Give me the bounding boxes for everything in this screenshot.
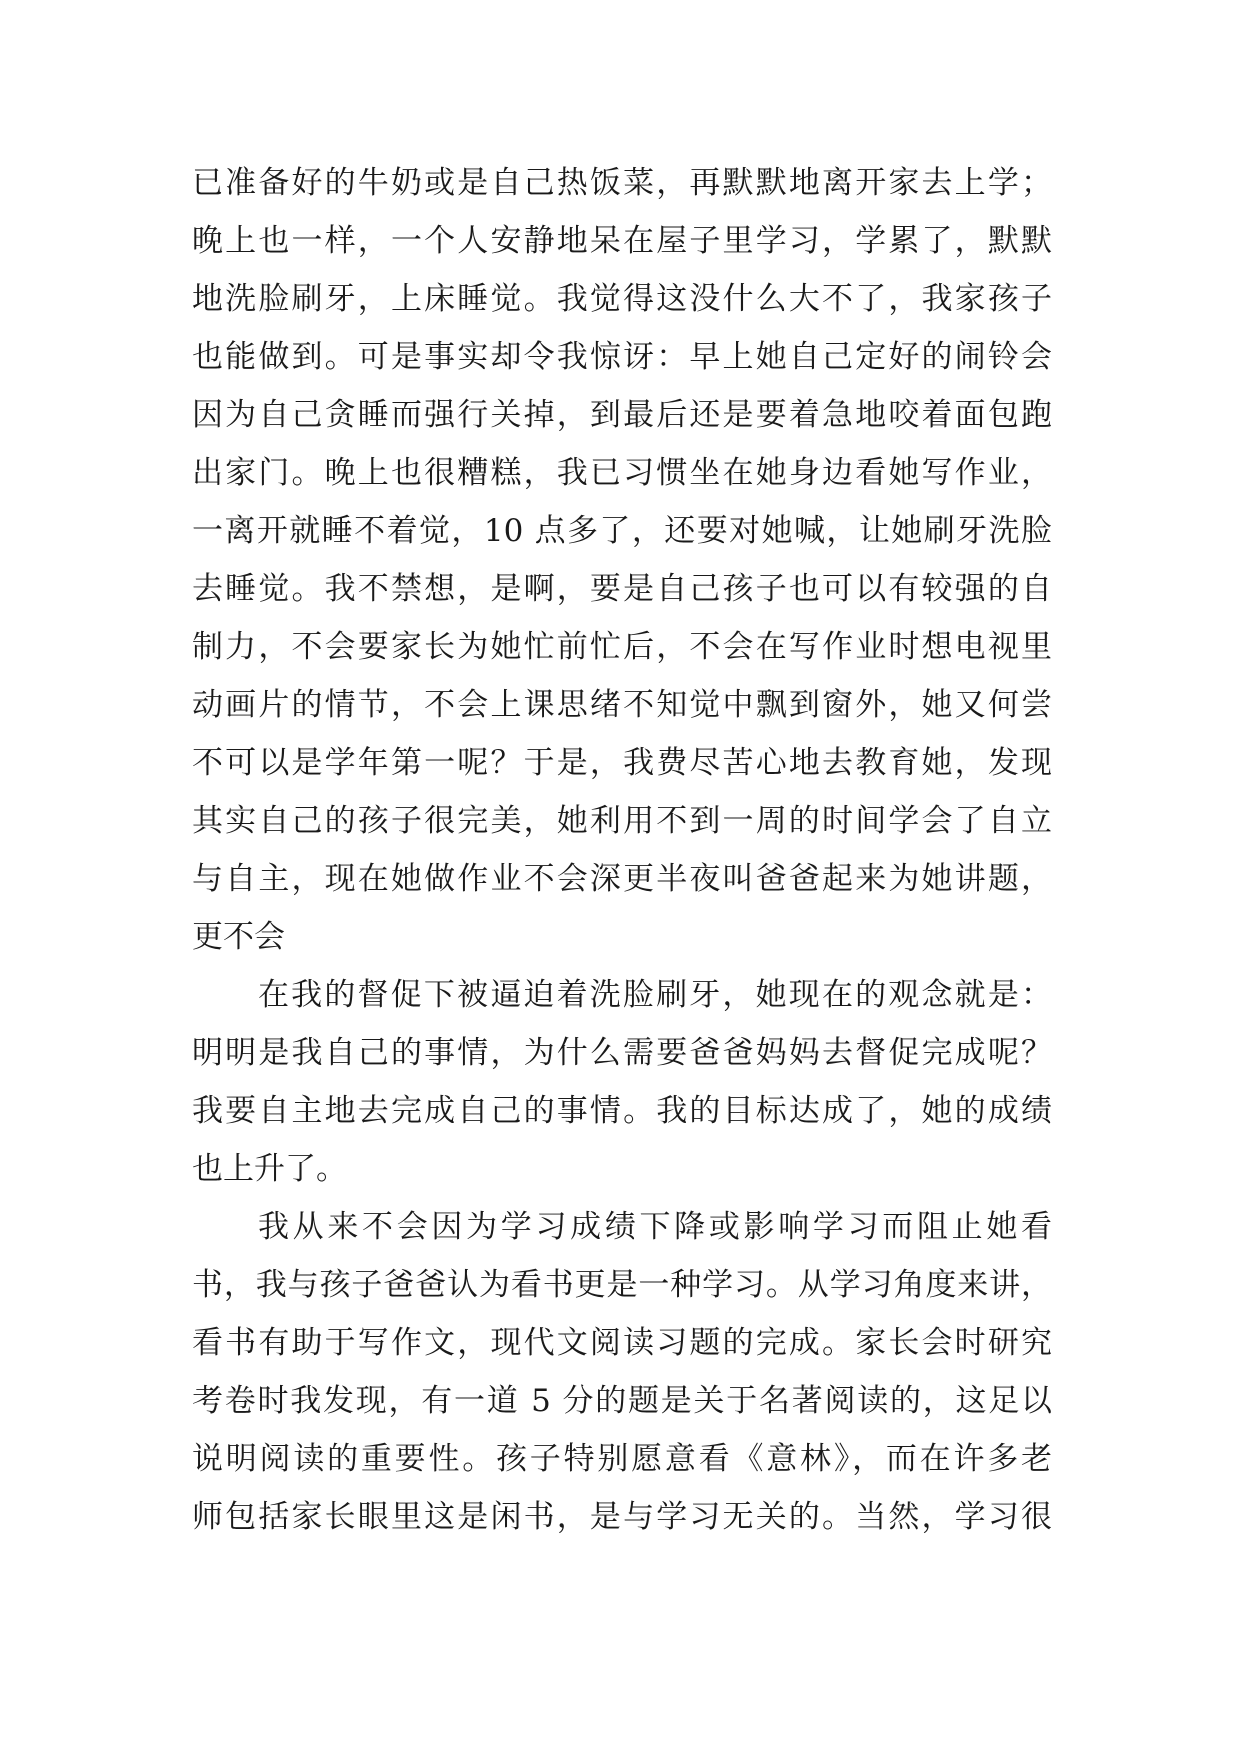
text-line: 其实自己的孩子很完美，她利用不到一周的时间学会了自立 <box>192 803 1052 839</box>
text-line: 明明是我自己的事情，为什么需要爸爸妈妈去督促完成呢？ <box>192 1035 1052 1071</box>
text-line: 更不会 <box>192 919 285 955</box>
text-line: 一离开就睡不着觉，10 点多了，还要对她喊，让她刷牙洗脸 <box>192 513 1052 549</box>
text-line: 书，我与孩子爸爸认为看书更是一种学习。从学习角度来讲， <box>192 1267 1052 1303</box>
text-line: 动画片的情节，不会上课思绪不知觉中飘到窗外，她又何尝 <box>192 687 1052 723</box>
text-line: 因为自己贪睡而强行关掉，到最后还是要着急地咬着面包跑 <box>192 397 1052 433</box>
text-line: 与自主，现在她做作业不会深更半夜叫爸爸起来为她讲题， <box>192 861 1052 897</box>
paragraph-first-line: 在我的督促下被逼迫着洗脸刷牙，她现在的观念就是： <box>258 977 1052 1013</box>
text-line: 考卷时我发现，有一道 5 分的题是关于名著阅读的，这足以 <box>192 1383 1052 1419</box>
text-line: 已准备好的牛奶或是自己热饭菜，再默默地离开家去上学； <box>192 165 1052 201</box>
text-line: 我要自主地去完成自己的事情。我的目标达成了，她的成绩 <box>192 1093 1052 1129</box>
paragraph-first-line: 我从来不会因为学习成绩下降或影响学习而阻止她看 <box>258 1209 1052 1245</box>
text-line: 晚上也一样，一个人安静地呆在屋子里学习，学累了，默默 <box>192 223 1052 259</box>
text-line: 也上升了。 <box>192 1151 347 1187</box>
text-line: 制力，不会要家长为她忙前忙后，不会在写作业时想电视里 <box>192 629 1052 665</box>
text-line: 说明阅读的重要性。孩子特别愿意看《意林》，而在许多老 <box>192 1441 1052 1477</box>
text-line: 师包括家长眼里这是闲书，是与学习无关的。当然，学习很 <box>192 1499 1052 1535</box>
text-line: 看书有助于写作文，现代文阅读习题的完成。家长会时研究 <box>192 1325 1052 1361</box>
text-line: 也能做到。可是事实却令我惊讶：早上她自己定好的闹铃会 <box>192 339 1052 375</box>
text-line: 不可以是学年第一呢？于是，我费尽苦心地去教育她，发现 <box>192 745 1052 781</box>
text-line: 去睡觉。我不禁想，是啊，要是自己孩子也可以有较强的自 <box>192 571 1052 607</box>
text-line: 出家门。晚上也很糟糕，我已习惯坐在她身边看她写作业， <box>192 455 1052 491</box>
body-text <box>192 154 1052 1546</box>
text-line: 地洗脸刷牙，上床睡觉。我觉得这没什么大不了，我家孩子 <box>192 281 1052 317</box>
